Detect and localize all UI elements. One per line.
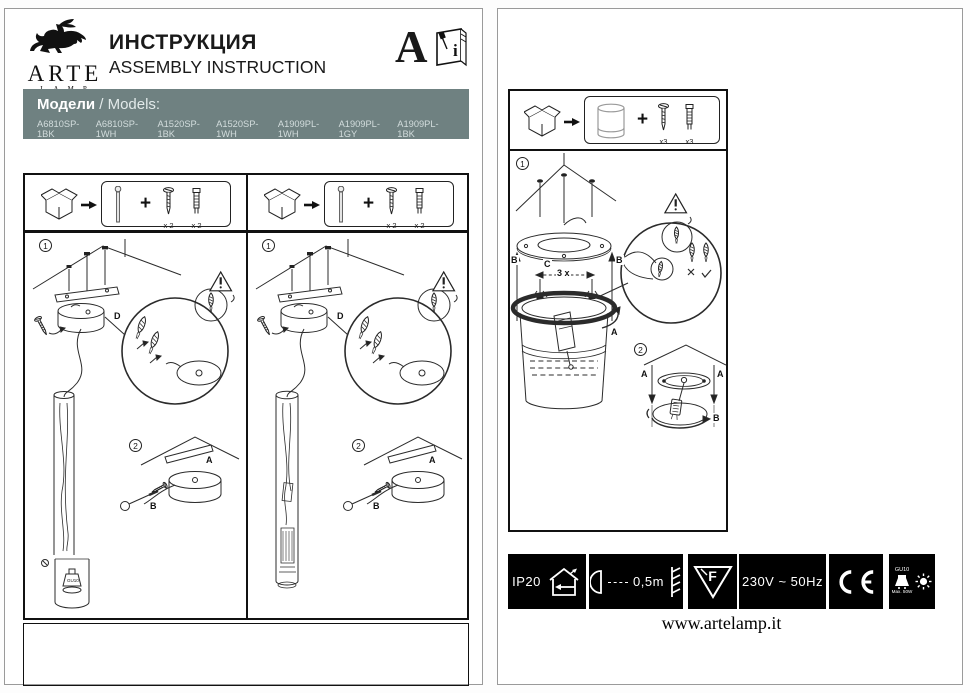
pendant-line-art [25, 233, 246, 616]
booklet-i-glyph: i [453, 41, 458, 60]
label-b-right: B [616, 255, 623, 265]
kit-contents-box [584, 96, 720, 144]
screw-icon [657, 103, 670, 131]
kit-contents-box [324, 181, 454, 230]
f-mark-badge [688, 554, 737, 609]
pendant-line-art [248, 233, 467, 616]
screw-part [657, 103, 670, 146]
model-code: A6810SP-1BK [37, 119, 80, 139]
assembly-column-1 [25, 175, 246, 618]
indoor-use-house-icon [546, 566, 582, 598]
open-box-icon [264, 187, 301, 221]
right-page [497, 8, 963, 685]
step-2-marker: 2 [634, 343, 647, 356]
brand-logo [21, 17, 109, 91]
voltage-text: 230V ~ 50Hz [741, 574, 824, 589]
distance-text: 0,5m [633, 574, 664, 589]
light-sun-icon [915, 573, 932, 590]
title-block [109, 31, 326, 78]
label-b-left: B [511, 255, 518, 265]
arrow-right-icon [304, 200, 320, 210]
step-2-marker: 2 [352, 439, 365, 452]
f-letter: F [708, 568, 717, 584]
website-url: www.artelamp.it [661, 613, 782, 633]
step-2-marker: 2 [129, 439, 142, 452]
arrow-right-icon [81, 200, 97, 210]
models-bar [23, 89, 469, 139]
ip20-rating-badge [508, 554, 586, 609]
label-b: B [373, 501, 380, 511]
document-letter: A [395, 22, 428, 72]
screw-icon [385, 187, 398, 215]
models-label-ru: Модели [37, 96, 96, 113]
label-a: A [206, 455, 213, 465]
title-russian: ИНСТРУКЦИЯ [109, 31, 257, 54]
suspension-rod-icon [337, 186, 345, 224]
screw-part [162, 187, 175, 230]
open-box-icon [524, 104, 561, 138]
plug-qty: x3 [685, 137, 694, 146]
manual-booklet-icon [433, 25, 469, 74]
ip20-text: IP20 [512, 574, 541, 589]
package-contents-row [508, 89, 728, 151]
detail-label-d: D [337, 311, 344, 321]
suspension-rod-icon [114, 186, 122, 224]
empty-notes-panel [23, 623, 469, 686]
ce-mark-icon [835, 568, 877, 596]
label-c: C [544, 259, 551, 269]
min-distance-badge [589, 554, 683, 609]
brand-name: ARTE [27, 61, 103, 86]
wall-plug-icon [190, 187, 203, 215]
screw-qty: x 2 [163, 221, 174, 230]
models-label-en: / Models: [95, 96, 161, 113]
ceiling-lamp-assembly-panel [508, 149, 728, 532]
gu10-type-text: GU10 [894, 567, 910, 574]
models-list [37, 119, 455, 139]
model-code: A1520SP-1WH [216, 119, 259, 139]
gu10-max-text: Max. 50W [891, 588, 913, 594]
detail-label-d: D [114, 311, 121, 321]
model-code: A1909PL-1WH [277, 119, 320, 139]
label-a-right: A [717, 369, 724, 379]
label-3x: 3 x [557, 268, 570, 278]
plus-sign: + [363, 193, 375, 214]
step-1-marker: 1 [516, 157, 529, 170]
wall-plug-part [413, 187, 426, 230]
wall-plug-part [190, 187, 203, 230]
package-contents-row [248, 175, 467, 233]
gu10-socket-label: GU10 [67, 578, 79, 583]
plug-qty: x 2 [414, 221, 425, 230]
gu10-lamp-badge [889, 554, 935, 609]
ce-mark-badge [829, 554, 883, 609]
gu10-bulb-icon [892, 574, 912, 589]
distance-dashes [608, 582, 628, 583]
wall-plug-icon [683, 103, 696, 131]
ceiling-lamp-line-art [510, 151, 726, 530]
screw-part [385, 187, 398, 230]
label-b: B [150, 501, 157, 511]
model-code: A6810SP-1WH [95, 119, 139, 139]
illuminated-surface-icon [669, 566, 682, 598]
title-english: ASSEMBLY INSTRUCTION [109, 57, 327, 77]
label-a-left: A [641, 369, 648, 379]
left-page [4, 8, 483, 685]
model-code: A1909PL-1GY [338, 119, 380, 139]
ceiling-lamp-body-icon [595, 103, 627, 141]
assembly-diagram-pendant-1 [25, 233, 246, 616]
assembly-column-2 [246, 175, 467, 618]
winged-lion-icon [22, 17, 108, 57]
model-code: A1520SP-1BK [157, 119, 200, 139]
package-contents-row [25, 175, 246, 233]
screw-icon [162, 187, 175, 215]
lamp-half-disc-icon [590, 570, 603, 594]
plug-qty: x 2 [191, 221, 202, 230]
voltage-badge [739, 554, 826, 609]
label-a: A [611, 327, 618, 337]
step-1-marker: 1 [39, 239, 52, 252]
label-b-rotate: B [713, 413, 720, 423]
plus-sign: + [637, 109, 649, 130]
gu10-spec [892, 568, 913, 594]
model-code: A1909PL-1BK [397, 119, 439, 139]
open-box-icon [41, 187, 78, 221]
plus-sign: + [140, 193, 152, 214]
screw-qty: x3 [659, 137, 668, 146]
arrow-right-icon [564, 117, 580, 127]
assembly-diagram-pendant-2 [248, 233, 467, 616]
screw-qty: x 2 [386, 221, 397, 230]
wall-plug-icon [413, 187, 426, 215]
pendant-assembly-panel [23, 173, 469, 620]
wall-plug-part [683, 103, 696, 146]
step-1-marker: 1 [262, 239, 275, 252]
models-label [37, 96, 455, 113]
label-a: A [429, 455, 436, 465]
kit-contents-box [101, 181, 231, 230]
